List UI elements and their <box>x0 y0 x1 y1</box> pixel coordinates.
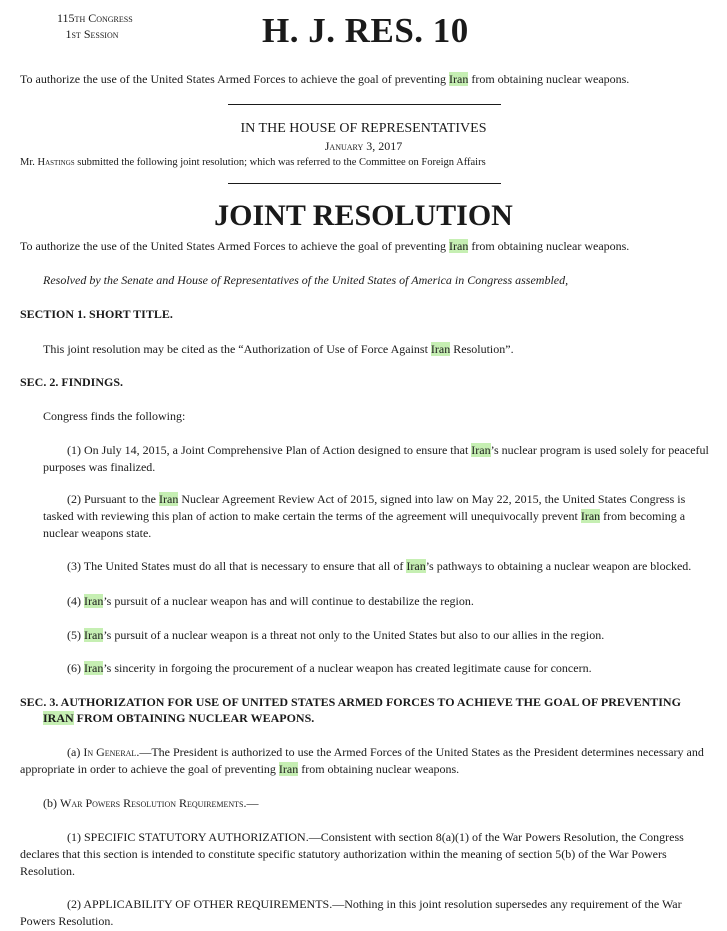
chamber-heading: IN THE HOUSE OF REPRESENTATIVES <box>240 121 487 136</box>
finding-4 <box>67 593 717 610</box>
subsection-a-title: In General <box>83 745 137 759</box>
finding-4-text: ’s pursuit of a nuclear weapon has and will continue to destabilize the region. <box>103 594 474 608</box>
resolution-purpose-end: from obtaining nuclear weapons. <box>468 239 630 253</box>
search-highlight: Iran <box>580 509 601 523</box>
search-highlight: Iran <box>84 628 104 642</box>
short-title-text: This joint resolution may be cited as the “Authorization of Use of Force Against <box>43 342 431 356</box>
finding-3 <box>67 558 717 575</box>
finding-6-num: (6) <box>67 661 84 675</box>
subsection-b <box>43 795 717 812</box>
search-highlight: Iran <box>84 594 104 608</box>
section-1-text <box>43 341 717 358</box>
finding-2-text-a: (2) Pursuant to the <box>67 492 159 506</box>
search-highlight: Iran <box>449 72 469 86</box>
section-2-heading: SEC. 2. FINDINGS. <box>20 375 124 389</box>
finding-6-text: ’s sincerity in forgoing the procurement of a nuclear weapon has created legitimate cause for concern. <box>103 661 592 675</box>
resolution-title: JOINT RESOLUTION <box>214 199 513 232</box>
findings-intro: Congress finds the following: <box>43 409 186 423</box>
search-highlight: Iran <box>406 559 426 573</box>
purpose-text: To authorize the use of the United States Armed Forces to achieve the goal of preventing <box>20 72 450 86</box>
paragraph-b1: (1) SPECIFIC STATUTORY AUTHORIZATION.—Consistent with section 8(a)(1) of the War Powers Resolution, the Congress declares that this section is intended to constitute specific statutory authorization within the meaning of section 5(b) of the War Powers Resolution. <box>20 830 684 878</box>
paragraph-b2: (2) APPLICABILITY OF OTHER REQUIREMENTS.—Nothing in this joint resolution supersedes any requirement of the War Powers Resolution. <box>20 897 682 928</box>
divider-rule <box>228 104 501 105</box>
resolution-purpose <box>20 238 717 255</box>
finding-1-end: ’s nuclear program is used solely for peaceful purposes was finalized. <box>43 443 709 474</box>
purpose-text-end: from obtaining nuclear weapons. <box>468 72 630 86</box>
search-highlight: Iran <box>278 762 299 776</box>
session-label: 1st Session <box>65 27 119 41</box>
search-highlight: Iran <box>159 492 179 506</box>
section-3-heading-end: FROM OBTAINING NUCLEAR WEAPONS. <box>73 711 315 725</box>
enacting-clause: Resolved by the Senate and House of Representatives of the United States of America in Congress assembled, <box>43 273 569 287</box>
finding-3-end: ’s pathways to obtaining a nuclear weapon are blocked. <box>425 559 692 573</box>
finding-2 <box>43 491 715 542</box>
subsection-a-end: from obtaining nuclear weapons. <box>298 762 460 776</box>
search-highlight: Iran <box>471 443 491 457</box>
finding-2-text-c: from becoming a nuclear weapons state. <box>43 509 686 540</box>
resolution-purpose-text: To authorize the use of the United States Armed Forces to achieve the goal of preventing <box>20 239 450 253</box>
subsection-b-title: War Powers Resolution Requirements <box>60 796 244 810</box>
sponsor-line <box>20 154 717 171</box>
search-highlight: IRAN <box>43 711 74 725</box>
bill-number: H. J. RES. 10 <box>262 11 469 50</box>
finding-4-num: (4) <box>67 594 84 608</box>
subsection-a-text: .—The President is authorized to use the Armed Forces of the United States as the President determines necessary and appropriate in order to achieve the goal of preventing <box>20 745 704 776</box>
subsection-a <box>20 744 715 778</box>
section-3-heading: SEC. 3. AUTHORIZATION FOR USE OF UNITED STATES ARMED FORCES TO ACHIEVE THE GOAL OF PREVENTING <box>20 695 681 709</box>
finding-3-text: (3) The United States must do all that is necessary to ensure that all of <box>67 559 407 573</box>
divider-rule-2 <box>228 183 501 184</box>
sponsor-rest: submitted the following joint resolution; which was referred to the Committee on Foreign Affairs <box>74 157 486 168</box>
finding-5-num: (5) <box>67 628 84 642</box>
search-highlight: Iran <box>449 239 469 253</box>
finding-5-text: ’s pursuit of a nuclear weapon is a threat not only to the United States but also to our allies in the region. <box>103 628 605 642</box>
document-header <box>0 0 727 60</box>
subsection-b-dash: .— <box>243 796 259 810</box>
congress-label: 115th Congress <box>57 11 133 25</box>
purpose-line <box>20 71 717 88</box>
section-1-heading: SECTION 1. SHORT TITLE. <box>20 307 173 321</box>
short-title-end: Resolution”. <box>450 342 514 356</box>
finding-6 <box>67 660 717 677</box>
congress-session-block <box>57 10 133 42</box>
sponsor-name: Hastings <box>37 157 75 168</box>
subsection-b-label: (b) <box>43 796 60 810</box>
sponsor-prefix: Mr. <box>20 157 38 168</box>
section-3-heading-cont <box>43 710 707 727</box>
search-highlight: Iran <box>84 661 104 675</box>
subsection-a-label: (a) <box>67 745 84 759</box>
search-highlight: Iran <box>430 342 451 356</box>
finding-2-text-b: Nuclear Agreement Review Act of 2015, signed into law on May 22, 2015, the United States Congress is tasked with reviewing this plan of action to make certain the terms of the agreement will unequivocally prevent <box>43 492 686 523</box>
finding-1 <box>43 442 715 476</box>
finding-1-text: (1) On July 14, 2015, a Joint Comprehensive Plan of Action designed to ensure that <box>67 443 472 457</box>
introduction-date: January 3, 2017 <box>324 139 403 153</box>
finding-5 <box>67 627 717 644</box>
